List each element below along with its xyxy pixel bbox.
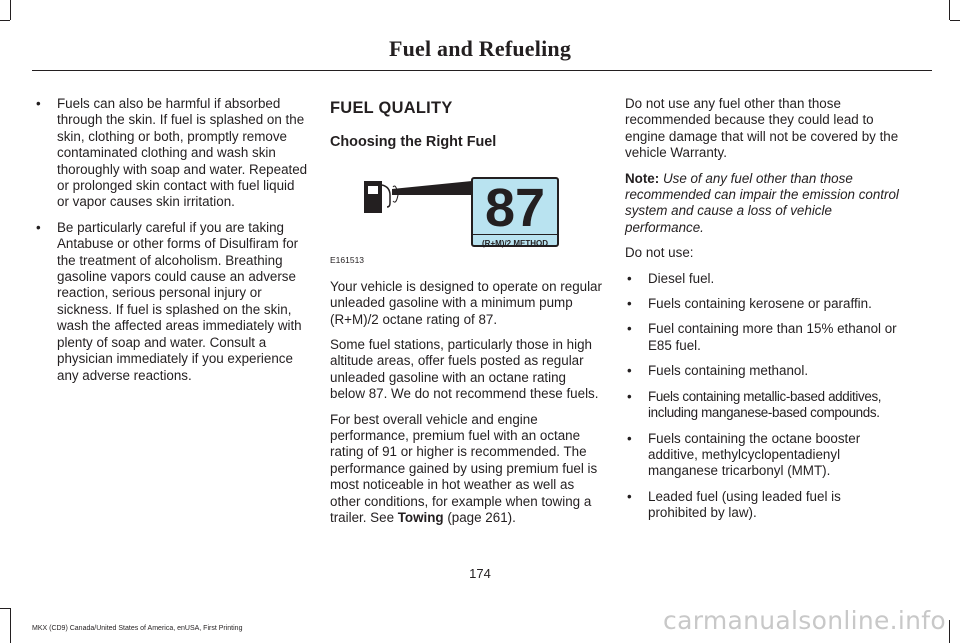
crop-mark <box>950 20 960 21</box>
list-item-text: Leaded fuel (using leaded fuel is prohibited by law). <box>648 488 841 521</box>
list-item <box>625 296 903 312</box>
paragraph-text: For best overall vehicle and engine performance, premium fuel with an octane rating of 91 or higher is recommended. The performance gained by using premium fuel is most noticeable in hot weather as well as other conditions, for example when towing a trailer. See <box>330 411 598 526</box>
figure-code: E161513 <box>330 254 365 265</box>
list-item-text: Be particularly careful if you are taking Antabuse or other forms of Disulfiram for the treatment of alcoholism. Breathing gasoline vapors could cause an adverse reaction, serious personal injury or sickness. If fuel is splashed on the skin, wash the affected areas immediately with plenty of soap and water. Consult a physician immediately if you experience any adverse reactions. <box>57 219 302 383</box>
crop-mark <box>10 0 11 20</box>
page-header-title: Fuel and Refueling <box>388 36 572 61</box>
bullet-glyph: • <box>627 270 632 286</box>
section-title: FUEL QUALITY <box>330 99 453 117</box>
warning-bullet-list <box>34 96 310 384</box>
octane-method-text: (R+M)/2 METHOD <box>473 234 557 252</box>
watermark: carmanualsonline.info <box>663 606 946 635</box>
list-item <box>34 220 310 384</box>
note-text: Use of any fuel other than those recommended can impair the emission control system and cause a loss of vehicle performance. <box>625 170 899 235</box>
octane-rating-label <box>471 177 559 247</box>
paragraph: Some fuel stations, particularly those in high altitude areas, offer fuels posted as regular unleaded gasoline with an octane rating below 87. We do not recommend these fuels. <box>330 337 599 402</box>
paragraph: Your vehicle is designed to operate on regular unleaded gasoline with a minimum pump (R+M)/2 octane rating of 87. <box>330 278 602 327</box>
list-item <box>625 431 903 480</box>
bullet-glyph: • <box>627 321 632 337</box>
paragraph <box>330 412 604 527</box>
crop-mark <box>949 0 950 20</box>
paragraph: Do not use any fuel other than those recommended because they could lead to engine damage that will not be covered by the vehicle Warranty. <box>625 96 899 161</box>
list-item <box>625 271 903 287</box>
bullet-glyph: • <box>627 430 632 446</box>
list-item-text: Fuel containing more than 15% ethanol or E85 fuel. <box>648 321 897 353</box>
bullet-glyph: • <box>36 219 41 235</box>
list-item-text: Fuels containing kerosene or paraffin. <box>648 296 872 312</box>
page-number: 174 <box>469 566 491 581</box>
list-item-text: Diesel fuel. <box>648 270 715 286</box>
list-item-text: Fuels containing the octane booster additive, methylcyclopentadienyl manganese tricarbonyl (MMT). <box>648 430 861 479</box>
list-item <box>625 489 903 522</box>
column-left <box>34 96 310 393</box>
prohibited-fuels-list <box>625 271 903 522</box>
list-item <box>625 389 903 422</box>
bullet-glyph: • <box>627 488 632 504</box>
list-item <box>625 321 903 354</box>
header-divider <box>32 70 932 71</box>
bullet-glyph: • <box>627 296 632 312</box>
bullet-glyph: • <box>36 96 41 111</box>
towing-link[interactable]: Towing <box>397 510 444 526</box>
octane-number: 87 <box>484 177 546 238</box>
bullet-glyph: • <box>627 363 632 379</box>
column-right <box>625 96 903 531</box>
note-label: Note: <box>625 170 660 186</box>
crop-mark <box>0 608 10 609</box>
page-reference: (page 261). <box>443 510 516 526</box>
list-item-text: Fuels can also be harmful if absorbed through the skin. If fuel is splashed on the skin, clothing or both, promptly remove contaminated clothing and wash skin thoroughly with soap and water. Repeated or prolonged skin contact with fuel liquid or vapor causes skin irritation. <box>57 96 308 210</box>
list-item-text: Fuels containing metallic-based additives, including manganese-based compounds. <box>648 388 882 421</box>
octane-label-figure <box>330 175 604 265</box>
paragraph: Do not use: <box>625 245 694 261</box>
crop-mark <box>949 620 950 643</box>
note <box>625 171 903 237</box>
crop-mark <box>0 20 10 21</box>
list-item <box>34 96 310 211</box>
list-item-text: Fuels containing methanol. <box>648 363 809 379</box>
bullet-glyph: • <box>627 388 632 404</box>
column-middle <box>330 96 604 536</box>
subsection-title: Choosing the Right Fuel <box>330 134 497 151</box>
fuel-pump-icon <box>330 175 604 255</box>
list-item <box>625 363 903 379</box>
footer-text: MKX (CD9) Canada/United States of America, enUSA, First Printing <box>32 625 243 632</box>
crop-mark <box>10 608 11 643</box>
